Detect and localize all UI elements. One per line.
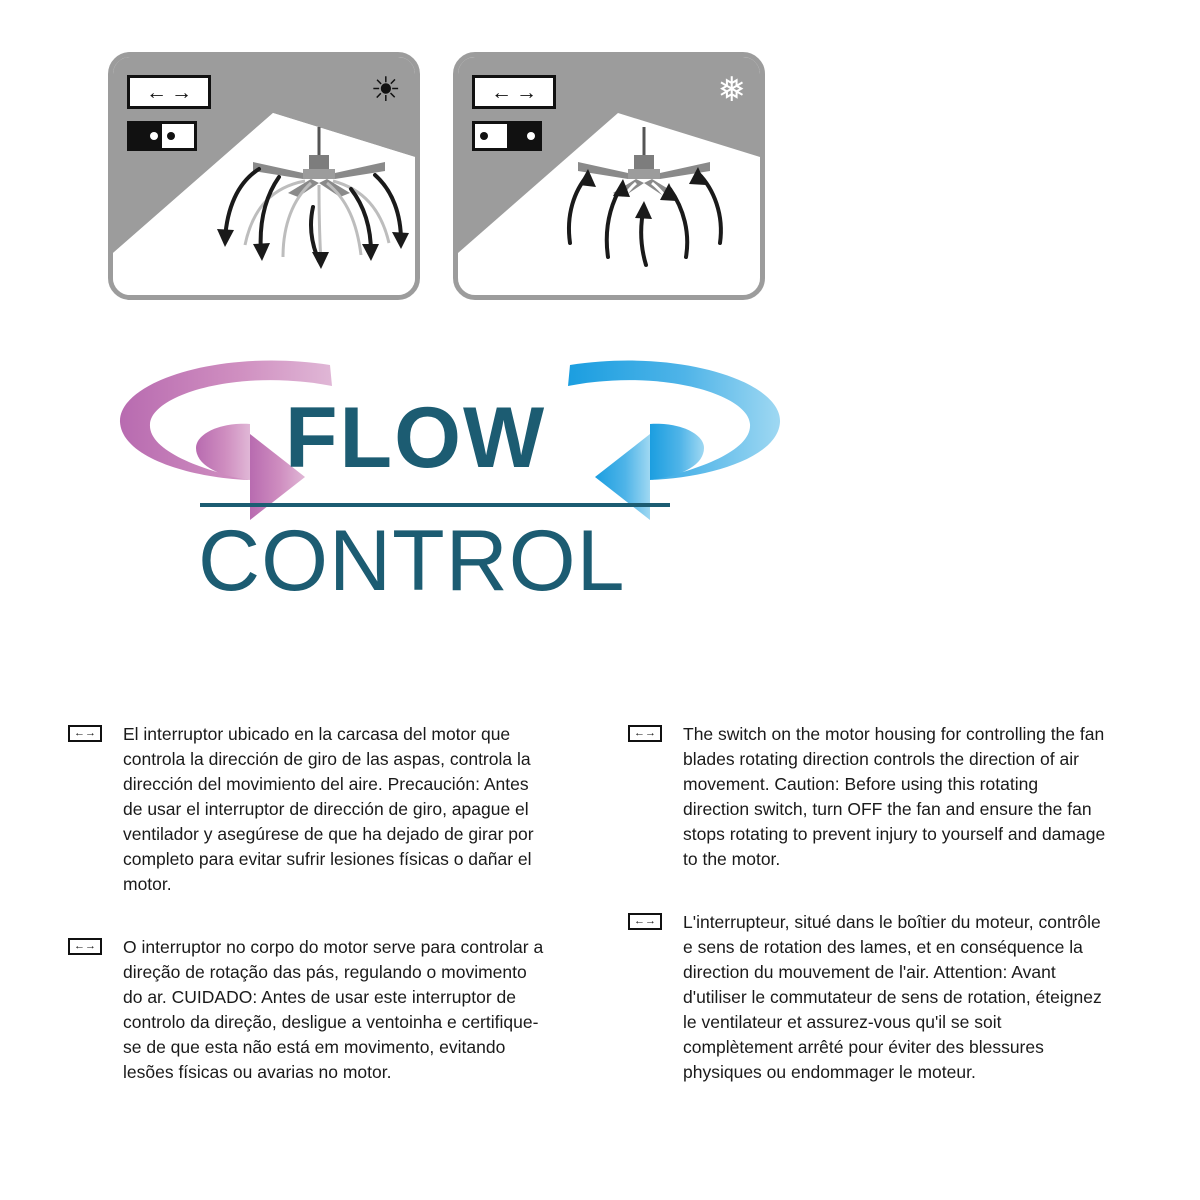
direction-arrows-icon: ←→: [68, 938, 102, 955]
arrow-left-icon: ←: [146, 80, 167, 104]
instruction-block-pt: [68, 935, 548, 1085]
snowflake-icon: ❅: [717, 71, 746, 109]
instruction-block-fr: [628, 910, 1108, 1085]
text-column-right: [628, 722, 1108, 1123]
winter-upflow-panel: [453, 52, 765, 300]
instruction-block-en: [628, 722, 1108, 872]
toggle-switch-right: [472, 121, 542, 151]
instruction-text-pt: O interruptor no corpo do motor serve para controlar a direção de rotação das pás, regulando o movimento do ar. CUIDADO: Antes de usar este interruptor de controlo da direção, desligue a ventoinha e certifique-se de que esta não está em movimento, evitando lesões físicas ou avarias no motor.: [123, 937, 544, 1082]
arrow-left-icon: ←: [491, 80, 512, 104]
sun-icon: ☀: [370, 71, 401, 109]
fan-direction-diagrams: [108, 52, 788, 302]
logo-word-control: CONTROL: [198, 513, 626, 609]
logo-divider-rule: [200, 503, 670, 507]
direction-arrows-icon: ←→: [628, 913, 662, 930]
text-column-left: [68, 722, 548, 1123]
toggle-dark-half: [130, 124, 162, 148]
direction-switch-arrows-left: [127, 75, 211, 109]
arrow-right-icon: →: [516, 80, 537, 104]
summer-downflow-panel: [108, 52, 420, 300]
logo-word-flow: FLOW: [285, 390, 547, 486]
instruction-text-en: The switch on the motor housing for controlling the fan blades rotating direction controls the direction of air movement. Caution: Before using this rotating direction switch, turn OFF the fan and ensure the fan stops rotating to prevent injury to yourself and damage to the motor.: [683, 724, 1106, 869]
instruction-block-es: [68, 722, 548, 897]
instruction-text-es: El interruptor ubicado en la carcasa del motor que controla la dirección de giro de las aspas, controla la dirección del movimiento del aire. Precaución: Antes de usar el interruptor de dirección de giro, apague el ventilador y asegúrese de que ha dejado de girar por completo para evitar sufrir lesiones físicas o dañar el motor.: [123, 724, 534, 894]
direction-arrows-icon: ←→: [68, 725, 102, 742]
direction-arrows-icon: ←→: [628, 725, 662, 742]
toggle-light-half: [162, 124, 194, 148]
direction-switch-arrows-right: [472, 75, 556, 109]
arrow-right-icon: →: [171, 80, 192, 104]
toggle-switch-left: [127, 121, 197, 151]
toggle-light-half: [475, 124, 507, 148]
toggle-dark-half: [507, 124, 539, 148]
instruction-text-fr: L'interrupteur, situé dans le boîtier du moteur, contrôle e sens de rotation des lames, et en conséquence la direction du mouvement de l'air. Attention: Avant d'utiliser le commutateur de sens de rotation, éteignez le ventilateur et assurez-vous qu'il se soit complètement arrêté pour éviter des blessures physiques ou endommager le moteur.: [683, 912, 1102, 1082]
